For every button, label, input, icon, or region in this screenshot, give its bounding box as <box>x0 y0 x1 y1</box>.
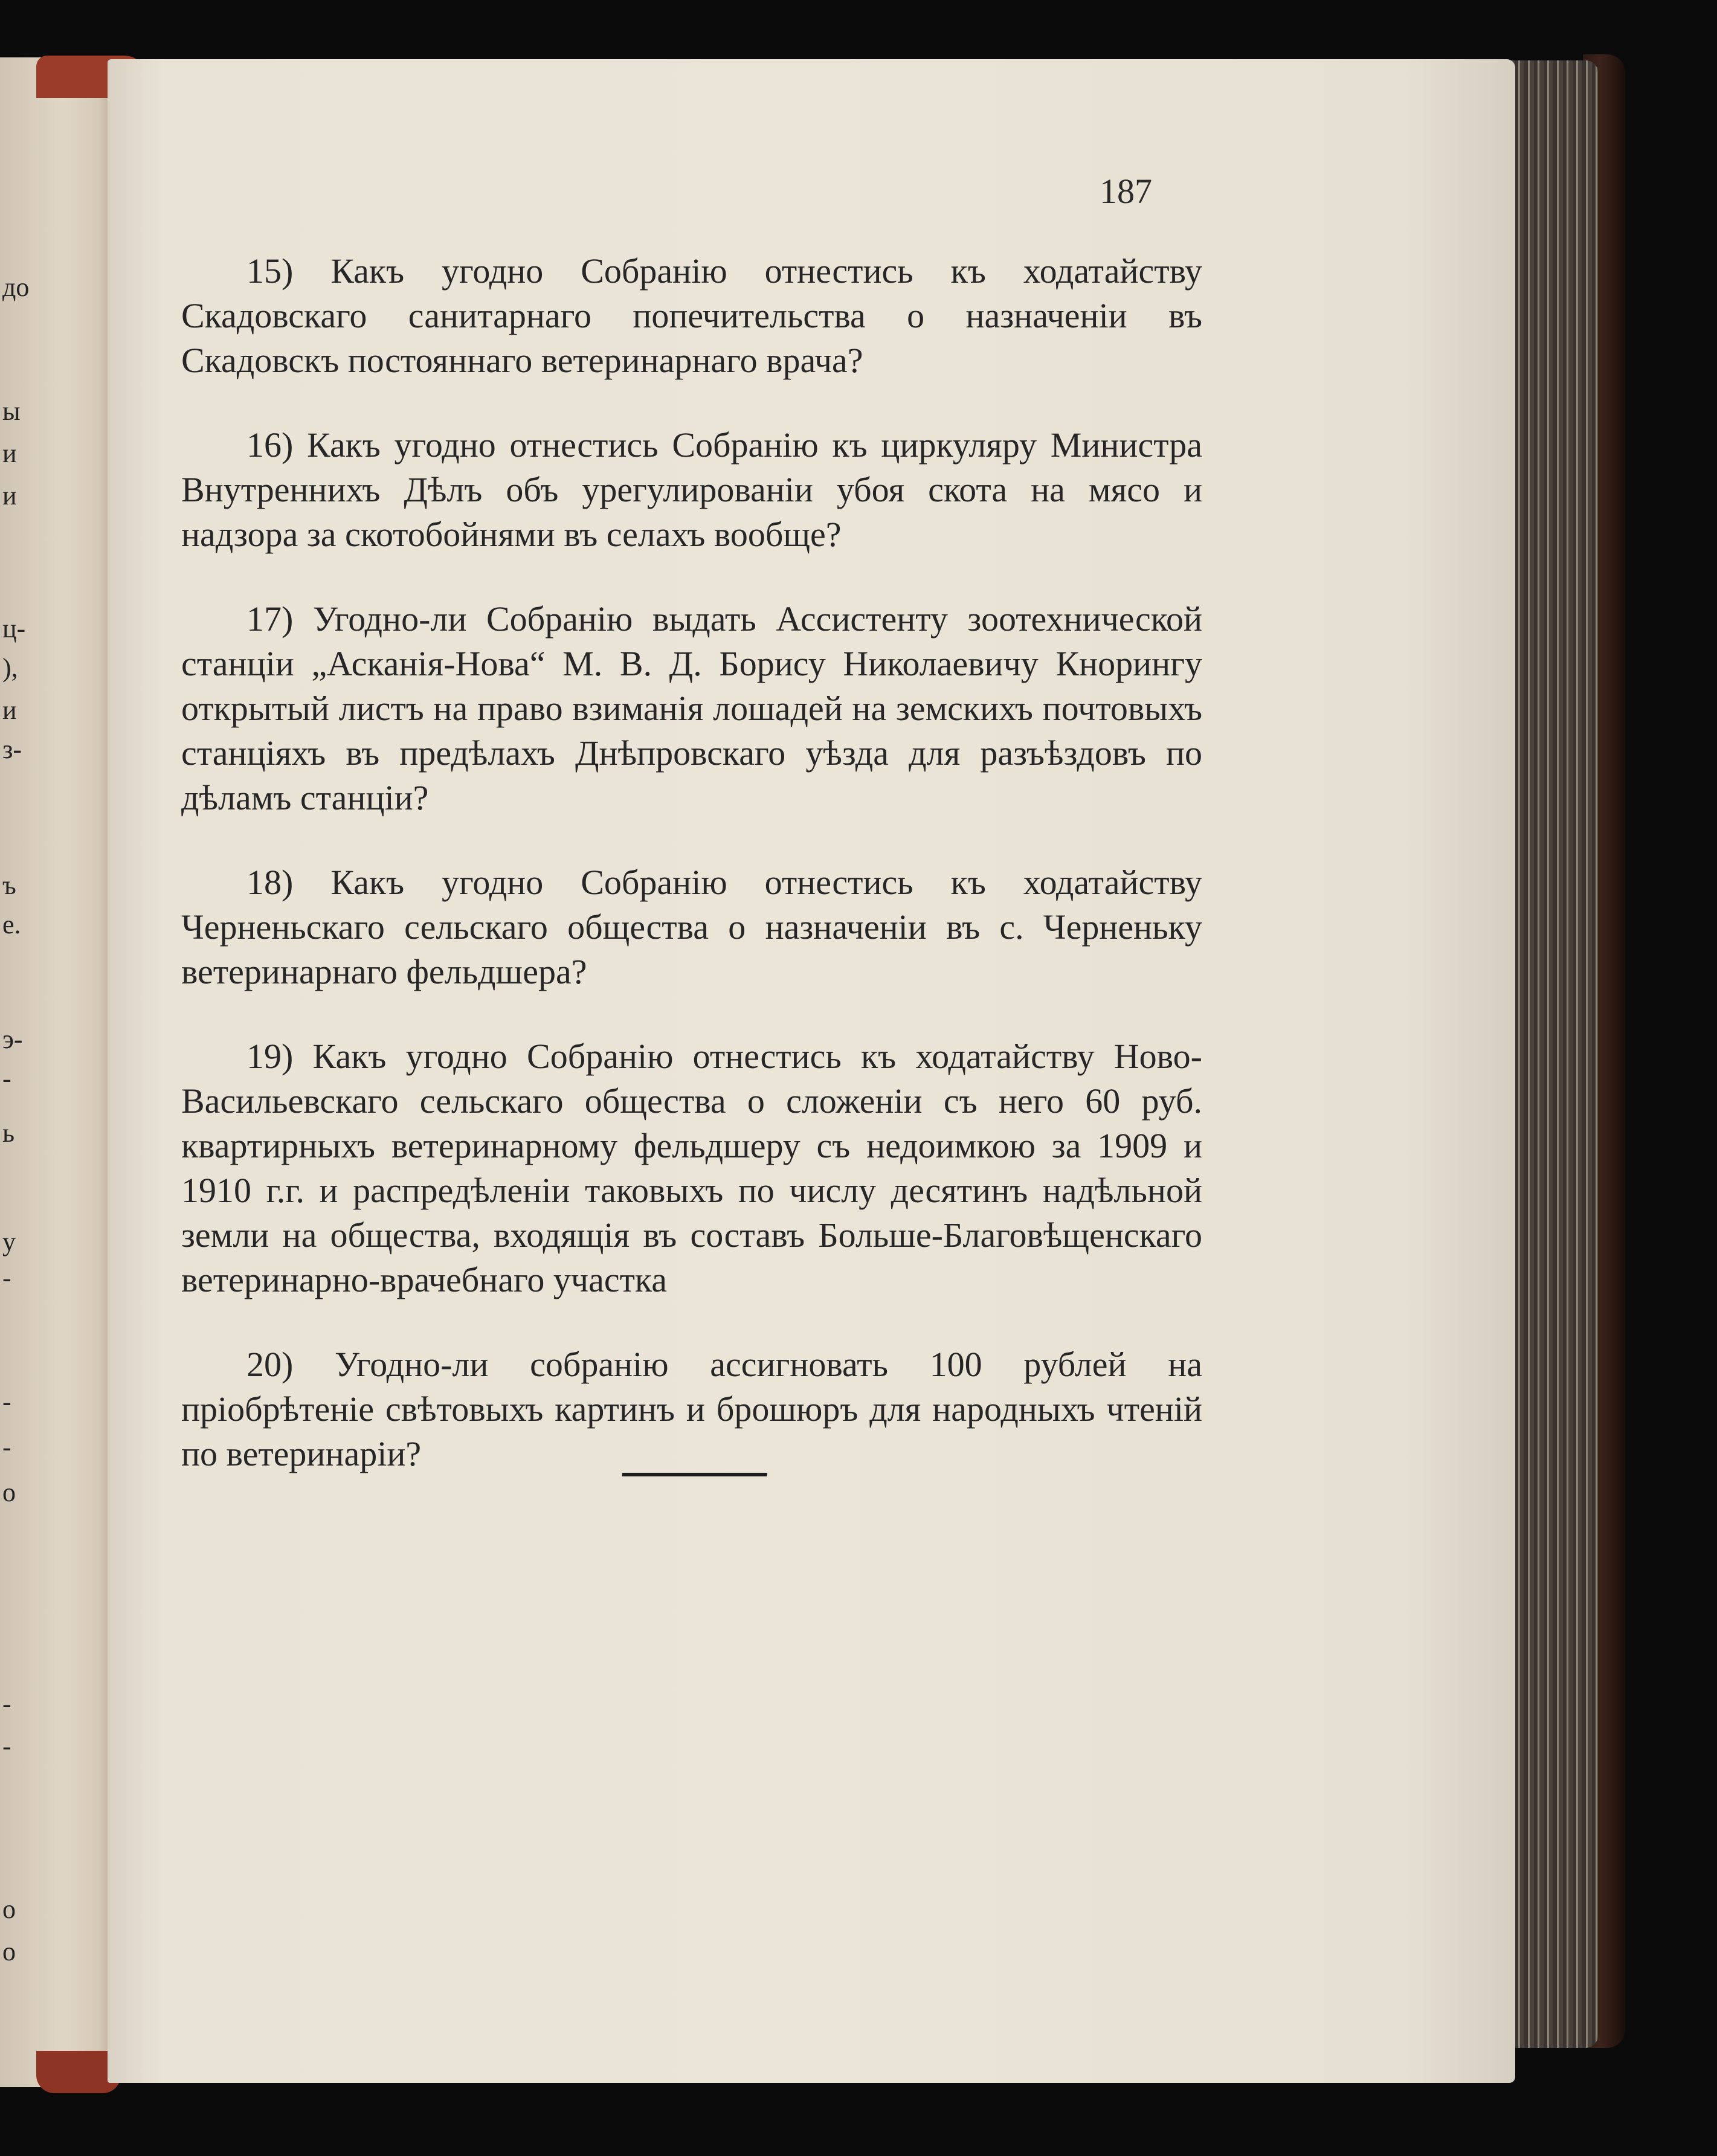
margin-fragment: - <box>2 1387 11 1417</box>
question-18: 18) Какъ угодно Собранію отнестись къ ходатайству Черненьскаго сельскаго общества о назначеніи въ с. Черненьку ветеринарнаго фельдшера? <box>181 863 1202 991</box>
margin-fragment: ы <box>2 396 21 426</box>
question-15: 15) Какъ угодно Собранію отнестись къ ходатайству Скадовскаго санитарнаго попечительства о назначеніи въ Скадовскъ постояннаго ветеринарнаго врача? <box>181 251 1202 380</box>
page-text <box>181 249 1202 1516</box>
margin-fragment: о <box>2 1937 16 1966</box>
margin-fragment: о <box>2 1894 16 1924</box>
question-17: 17) Угодно-ли Собранію выдать Ассистенту зоотехнической станціи „Асканія-Нова“ М. В. Д. Борису Николаевичу Кнорингу открытый листъ на право взиманія лошадей на земскихъ почтовыхъ станціяхъ въ предѣлахъ Днѣпровскаго уѣзда для разъѣздовъ по дѣламъ станціи? <box>181 599 1202 817</box>
margin-fragment: ), <box>2 653 18 683</box>
left-page-margin-text <box>0 57 36 2087</box>
margin-fragment: з- <box>2 735 22 764</box>
margin-fragment: ъ <box>2 870 16 900</box>
margin-fragment: е. <box>2 910 21 939</box>
margin-fragment: и <box>2 439 17 468</box>
question-20: 20) Угодно-ли собранію ассигновать 100 рублей на пріобрѣтеніе свѣтовыхъ картинъ и брошюръ для народныхъ чтеній по ветеринаріи? <box>181 1345 1202 1473</box>
page-number: 187 <box>1100 172 1152 211</box>
margin-fragment: - <box>2 1731 11 1761</box>
margin-fragment: до <box>2 272 30 302</box>
margin-fragment: у <box>2 1227 16 1257</box>
margin-fragment: ь <box>2 1118 15 1148</box>
end-rule <box>622 1473 767 1476</box>
margin-fragment: - <box>2 1064 11 1093</box>
margin-fragment: - <box>2 1689 11 1719</box>
margin-fragment: и <box>2 695 17 725</box>
margin-fragment: о <box>2 1478 16 1507</box>
margin-fragment: - <box>2 1263 11 1293</box>
question-19: 19) Какъ угодно Собранію отнестись къ ходатайству Ново-Васильевскаго сельскаго общества о сложеніи съ него 60 руб. квартирныхъ ветеринарному фельдшеру съ недоимкою за 1909 и 1910 г.г. и распредѣленіи таковыхъ по числу десятинъ надѣльной земли на общества, входящія въ составъ Больше-Благовѣщенскаго ветеринарно-врачебнаго участка <box>181 1037 1202 1299</box>
margin-fragment: ц- <box>2 614 26 643</box>
margin-fragment: - <box>2 1432 11 1462</box>
margin-fragment: э- <box>2 1025 23 1054</box>
question-16: 16) Какъ угодно отнестись Собранію къ циркуляру Министра Внутреннихъ Дѣлъ объ урегулированіи убоя скота на мясо и надзора за скотобойнями въ селахъ вообще? <box>181 425 1202 554</box>
margin-fragment: и <box>2 481 17 510</box>
